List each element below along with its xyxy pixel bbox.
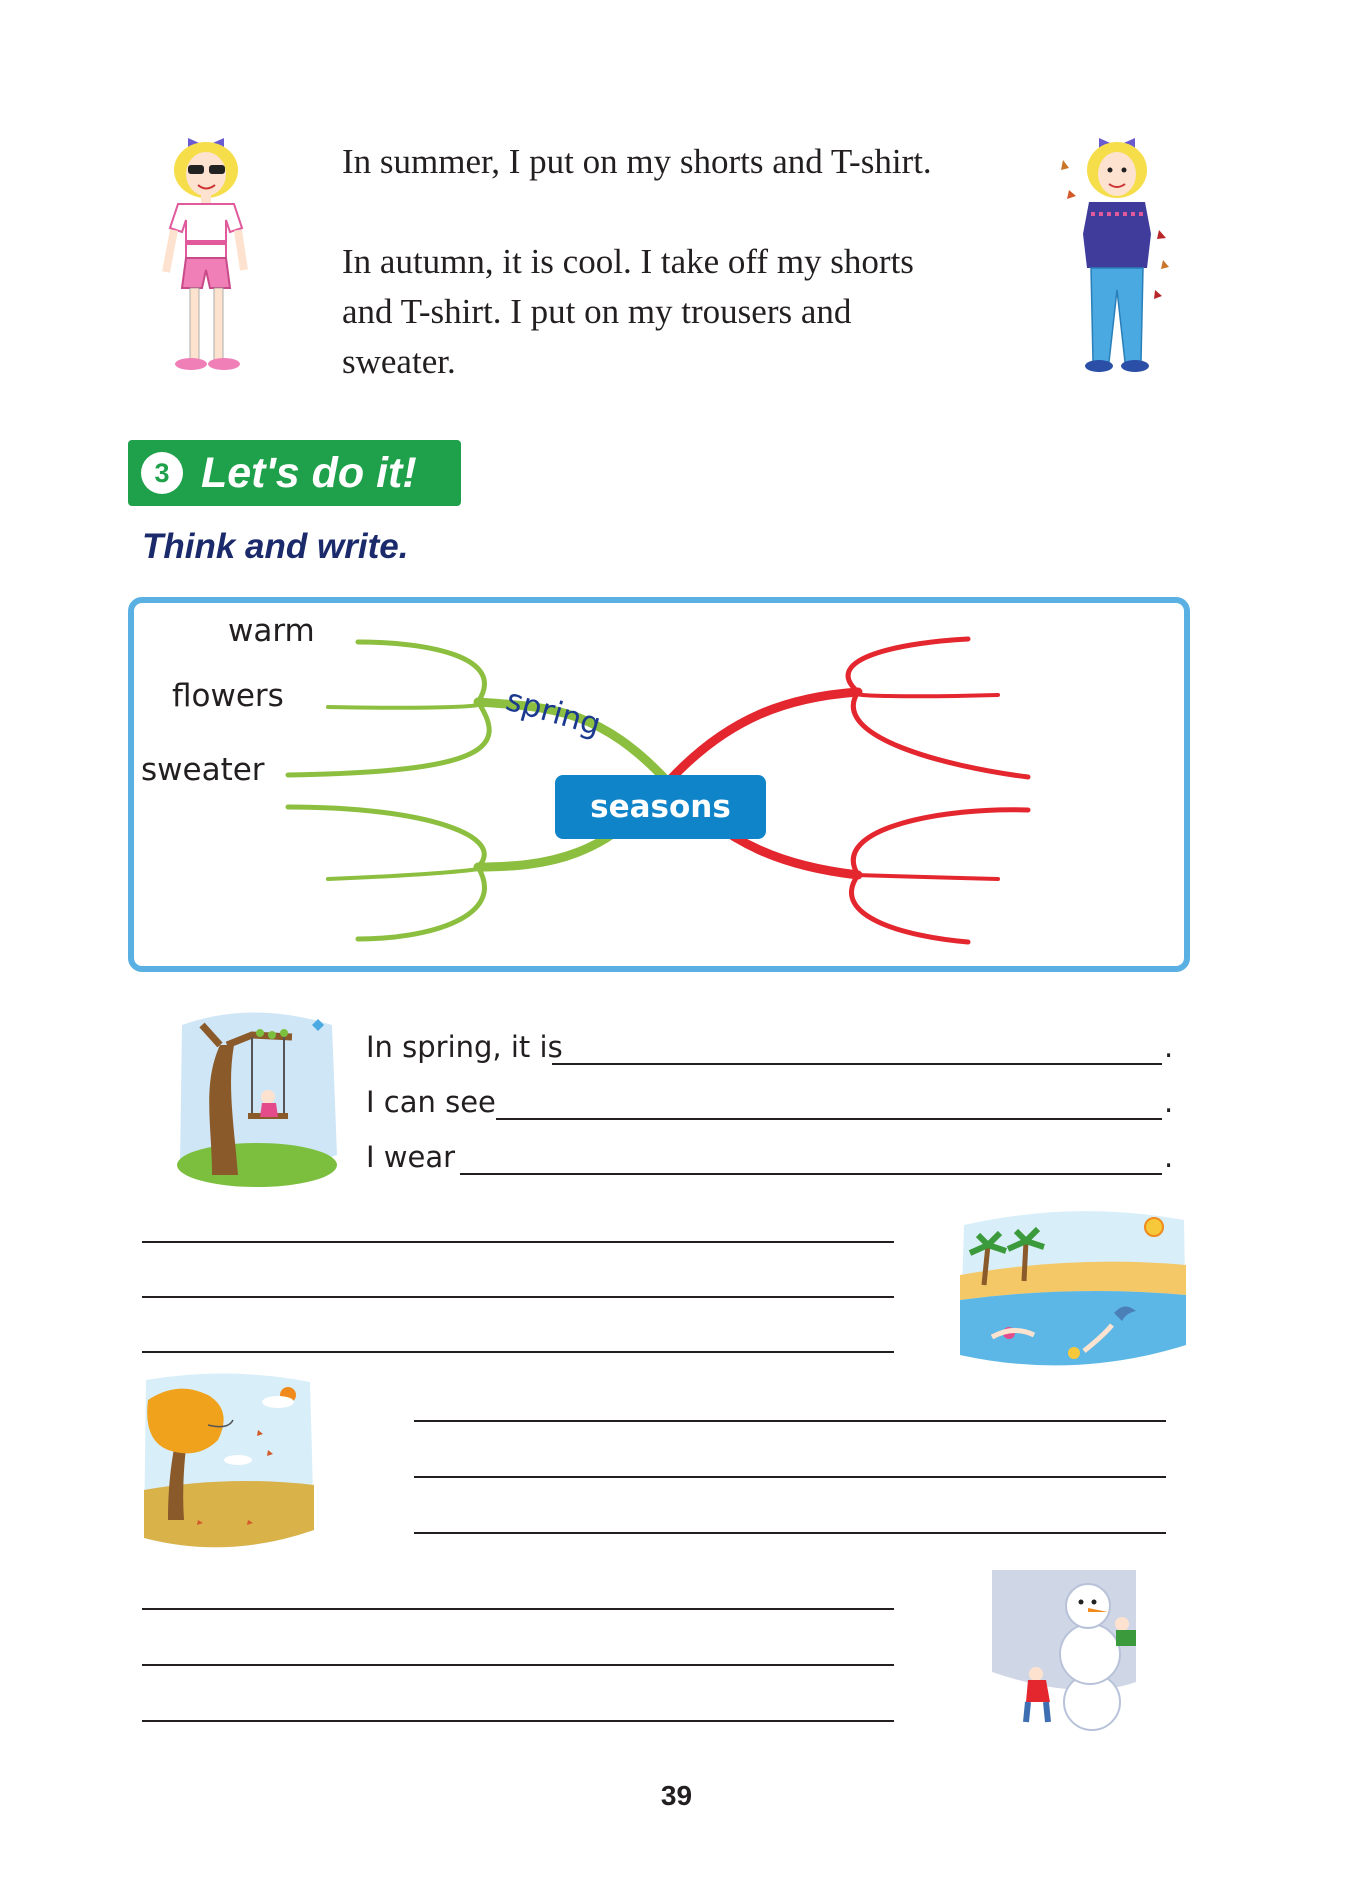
page-number: 39 xyxy=(660,1780,693,1811)
autumn-answer-line-1[interactable] xyxy=(414,1420,1166,1422)
answer-line-see[interactable] xyxy=(496,1118,1162,1120)
section-title: Let's do it! xyxy=(201,448,417,497)
autumn-line-3: sweater. xyxy=(342,342,456,381)
period-1: . xyxy=(1164,1030,1174,1064)
winter-answer-line-3[interactable] xyxy=(142,1720,894,1722)
autumn-answer-line-2[interactable] xyxy=(414,1476,1166,1478)
mindmap-word-warm: warm xyxy=(228,613,315,649)
answer-line-weather[interactable] xyxy=(552,1063,1162,1065)
autumn-tree-illustration xyxy=(138,1370,318,1558)
prompt-spring-weather: In spring, it is xyxy=(366,1030,563,1064)
period-2: . xyxy=(1164,1085,1174,1119)
answer-line-wear[interactable] xyxy=(460,1173,1162,1175)
mindmap-word-sweater: sweater xyxy=(141,752,265,788)
winter-snowman-illustration xyxy=(980,1562,1170,1737)
prompt-wear: I wear xyxy=(366,1140,456,1174)
winter-answer-line-2[interactable] xyxy=(142,1664,894,1666)
summer-answer-line-3[interactable] xyxy=(142,1351,894,1353)
summer-answer-line-1[interactable] xyxy=(142,1241,894,1243)
autumn-line-2: and T-shirt. I put on my trousers and xyxy=(342,292,852,331)
mindmap-center-seasons: seasons xyxy=(555,775,766,839)
summer-sentence: In summer, I put on my shorts and T-shirt. xyxy=(342,142,932,181)
mindmap-word-flowers: flowers xyxy=(172,678,284,714)
autumn-answer-line-3[interactable] xyxy=(414,1532,1166,1534)
girl-autumn-illustration xyxy=(1055,130,1175,378)
section-header xyxy=(128,440,461,506)
instruction-text: Think and write. xyxy=(142,527,409,566)
spring-swing-illustration xyxy=(172,1005,342,1195)
prompt-can-see: I can see xyxy=(366,1085,496,1119)
autumn-line-1: In autumn, it is cool. I take off my shorts xyxy=(342,242,914,281)
section-number: 3 xyxy=(141,452,183,494)
mindmap-branch-label-spring: spring xyxy=(502,682,605,744)
summer-beach-illustration xyxy=(954,1205,1190,1375)
summer-answer-line-2[interactable] xyxy=(142,1296,894,1298)
winter-answer-line-1[interactable] xyxy=(142,1608,894,1610)
girl-summer-illustration xyxy=(158,130,258,378)
period-3: . xyxy=(1164,1140,1174,1174)
